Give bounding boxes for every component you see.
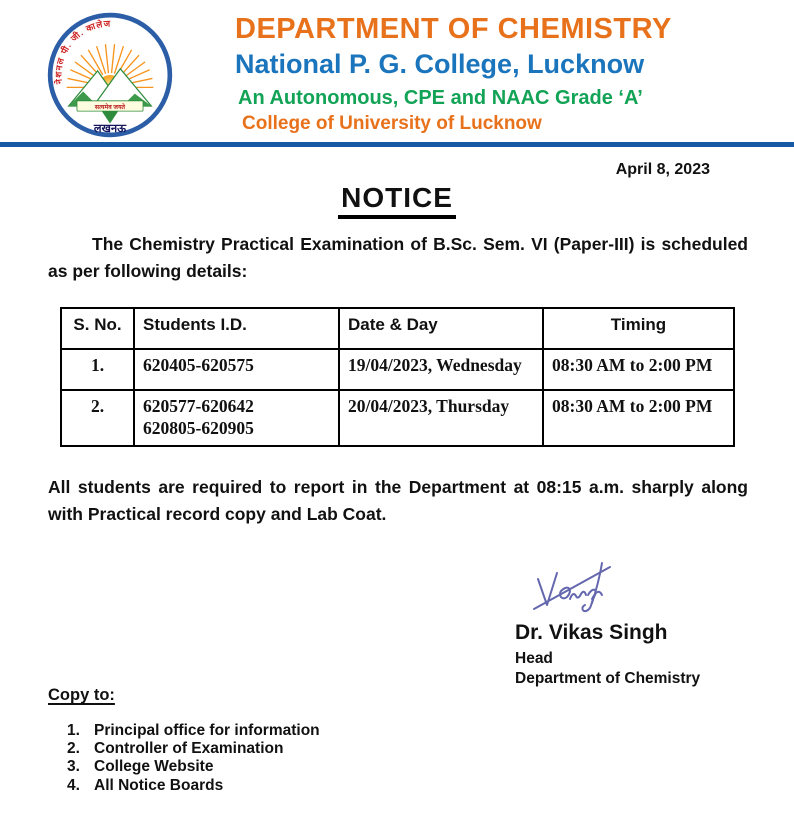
college-title: National P. G. College, Lucknow	[235, 49, 645, 80]
letterhead	[235, 13, 775, 135]
list-text: Controller of Examination	[94, 740, 284, 758]
notice-title-wrap	[0, 182, 794, 219]
table-row	[61, 349, 734, 390]
cell-timing: 08:30 AM to 2:00 PM	[543, 390, 734, 446]
id-range: 620405-620575	[143, 355, 254, 375]
cell-date: 19/04/2023, Wednesday	[339, 349, 543, 390]
list-number: 2.	[67, 740, 80, 758]
column-header-sno: S. No.	[61, 308, 134, 349]
list-text: Principal office for information	[94, 722, 320, 739]
list-number: 4.	[67, 776, 80, 794]
logo-city-text: लखनऊ	[93, 122, 127, 135]
notice-date: April 8, 2023	[615, 161, 710, 178]
copy-to-label: Copy to:	[48, 686, 115, 704]
id-range: 620805-620905	[143, 417, 254, 438]
signatory-name: Dr. Vikas Singh	[515, 621, 668, 644]
signatory-department: Department of Chemistry	[515, 669, 701, 687]
department-title: DEPARTMENT OF CHEMISTRY	[235, 13, 672, 45]
cell-sno: 2.	[61, 390, 134, 446]
copy-to-list	[67, 722, 320, 795]
exam-schedule-table	[60, 307, 735, 447]
notice-title: NOTICE	[338, 182, 456, 219]
column-header-timing: Timing	[543, 308, 734, 349]
list-text: All Notice Boards	[94, 776, 224, 794]
signature-icon	[523, 555, 633, 615]
cell-date: 20/04/2023, Thursday	[339, 390, 543, 446]
list-number: 3.	[67, 758, 80, 776]
affiliation-line: College of University of Lucknow	[242, 113, 542, 135]
college-logo	[46, 11, 174, 139]
list-item	[67, 758, 320, 776]
cell-timing: 08:30 AM to 2:00 PM	[543, 349, 734, 390]
logo-arc-text: नेशनल पी. जी. कालेज	[53, 18, 112, 85]
list-number: 1.	[67, 722, 80, 739]
list-item	[67, 722, 320, 740]
signatory-block	[515, 620, 700, 688]
column-header-ids: Students I.D.	[134, 308, 339, 349]
list-text: College Website	[94, 758, 214, 776]
list-item	[67, 740, 320, 758]
column-header-date: Date & Day	[339, 308, 543, 349]
motto-text: सत्यमेव जयते	[94, 103, 126, 111]
intro-paragraph: The Chemistry Practical Examination of B.Sc. Sem. VI (Paper-III) is scheduled as per following details:	[48, 234, 748, 282]
cell-sno: 1.	[61, 349, 134, 390]
signatory-designation: Head	[515, 650, 553, 668]
table-row	[61, 390, 734, 446]
cell-student-ids	[134, 349, 339, 390]
cell-student-ids	[134, 390, 339, 446]
accreditation-line: An Autonomous, CPE and NAAC Grade ‘A’	[238, 87, 643, 110]
table-header-row	[61, 308, 734, 349]
instruction-note: All students are required to report in the Department at 08:15 a.m. sharply along with Practical record copy and Lab Coat.	[48, 477, 748, 525]
list-item	[67, 777, 320, 795]
header-divider	[0, 142, 794, 147]
id-range: 620577-620642	[143, 396, 254, 416]
